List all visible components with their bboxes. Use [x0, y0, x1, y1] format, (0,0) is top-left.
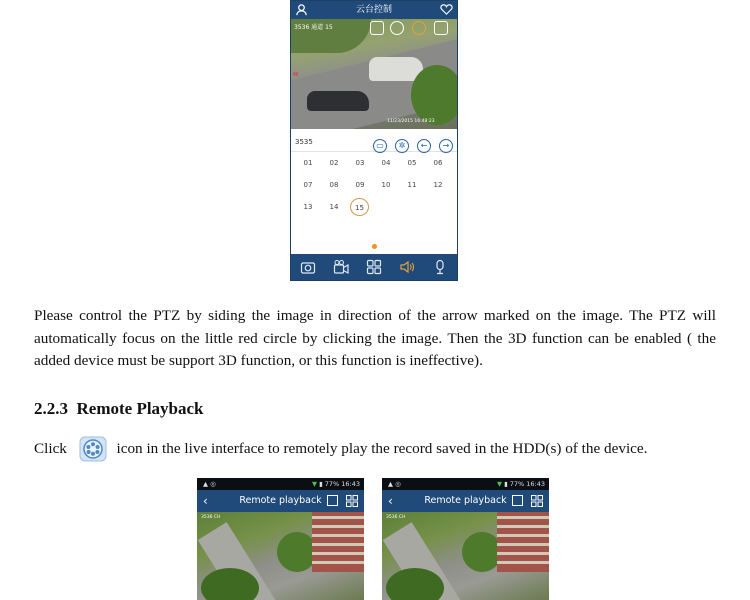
battery-level: 77% — [324, 480, 340, 488]
channel-10[interactable]: 10 — [381, 181, 391, 189]
ptz-title: 云台控制 — [355, 5, 392, 15]
layout-icon[interactable]: ▭ — [373, 139, 387, 153]
playback-title: Remote playback — [239, 495, 322, 506]
ptz-bottom-bar — [291, 254, 457, 280]
grid-icon[interactable] — [531, 495, 543, 507]
video-timestamp: 11/23/2015 16:48:23 — [387, 119, 435, 124]
playback-video[interactable] — [197, 512, 364, 600]
image-icon[interactable] — [370, 21, 384, 35]
dark-car — [307, 91, 369, 111]
speaker-icon[interactable] — [399, 259, 415, 275]
page-indicator — [372, 244, 377, 249]
playback-video[interactable] — [382, 512, 549, 600]
back-icon[interactable]: ‹ — [203, 494, 208, 508]
channel-07[interactable]: 07 — [303, 181, 313, 189]
remote-playback-screenshot-2 — [382, 478, 549, 600]
channel-06[interactable]: 06 — [433, 159, 443, 167]
playback-header — [382, 490, 549, 512]
left-arrow-icon[interactable]: « — [292, 67, 300, 80]
grid-icon[interactable] — [366, 259, 382, 275]
arrow-right-icon[interactable]: → — [439, 139, 453, 153]
status-time: 16:43 — [341, 480, 360, 488]
channel-02[interactable]: 02 — [329, 159, 339, 167]
remote-playback-screenshot-1 — [197, 478, 364, 600]
channel-11[interactable]: 11 — [407, 181, 417, 189]
status-right: ▼ ▮ 77% 16:43 — [497, 480, 545, 488]
camera-icon[interactable] — [300, 259, 316, 275]
mic-icon[interactable] — [432, 259, 448, 275]
grid-icon[interactable] — [346, 495, 358, 507]
checkbox-icon[interactable] — [327, 495, 338, 506]
section-title: Remote Playback — [76, 399, 204, 418]
notification-icons: ▲ ◎ — [388, 480, 401, 488]
ptz-control-screenshot — [290, 0, 458, 281]
ptz-channel-panel — [291, 129, 457, 257]
playback-title: Remote playback — [424, 495, 507, 506]
video-overlay: 3536 CH — [201, 515, 221, 520]
section-heading — [34, 399, 204, 419]
user-icon[interactable] — [295, 3, 308, 16]
channel-05[interactable]: 05 — [407, 159, 417, 167]
channel-09[interactable]: 09 — [355, 181, 365, 189]
record-icon[interactable] — [333, 259, 349, 275]
notification-icons: ▲ ◎ — [203, 480, 216, 488]
device-name[interactable]: 3535 — [295, 138, 313, 146]
film-reel-icon — [79, 436, 107, 462]
ptz-instructions-paragraph: Please control the PTZ by siding the image in direction of the arrow marked on the image. The PTZ will automatically focus on the little red circle by clicking the image. Then the 3D function can be enabled ( the added device must be support 3D function, or this function is ineffective). — [34, 307, 716, 369]
playback-icon[interactable]: ✲ — [395, 139, 409, 153]
channel-08[interactable]: 08 — [329, 181, 339, 189]
click-prefix: Click — [34, 440, 67, 457]
ptz-header — [291, 1, 457, 19]
fullscreen-icon[interactable] — [434, 21, 448, 35]
ptz-icon[interactable] — [412, 21, 426, 35]
video-channel-label: 3536 通道 15 — [294, 24, 333, 31]
playback-header — [197, 490, 364, 512]
back-icon[interactable]: ‹ — [388, 494, 393, 508]
channel-14[interactable]: 14 — [329, 203, 339, 211]
heart-icon[interactable] — [440, 3, 453, 16]
channel-03[interactable]: 03 — [355, 159, 365, 167]
status-bar — [382, 478, 549, 490]
status-right: ▼ ▮ 77% 16:43 — [312, 480, 360, 488]
remote-playback-instruction — [34, 436, 647, 462]
status-bar — [197, 478, 364, 490]
device-bar — [291, 135, 457, 152]
checkbox-icon[interactable] — [512, 495, 523, 506]
channel-04[interactable]: 04 — [381, 159, 391, 167]
video-overlay: 3536 CH — [386, 515, 406, 520]
channel-15[interactable]: 15 — [350, 198, 369, 216]
arrow-left-icon[interactable]: ← — [417, 139, 431, 153]
channel-01[interactable]: 01 — [303, 159, 313, 167]
ptz-video-view[interactable] — [291, 19, 457, 129]
battery-level: 77% — [509, 480, 525, 488]
click-suffix: icon in the live interface to remotely play the record saved in the HDD(s) of the device. — [116, 440, 648, 457]
channel-13[interactable]: 13 — [303, 203, 313, 211]
film-reel-icon[interactable] — [390, 21, 404, 35]
status-time: 16:43 — [526, 480, 545, 488]
channel-12[interactable]: 12 — [433, 181, 443, 189]
section-number: 2.2.3 — [34, 399, 68, 418]
